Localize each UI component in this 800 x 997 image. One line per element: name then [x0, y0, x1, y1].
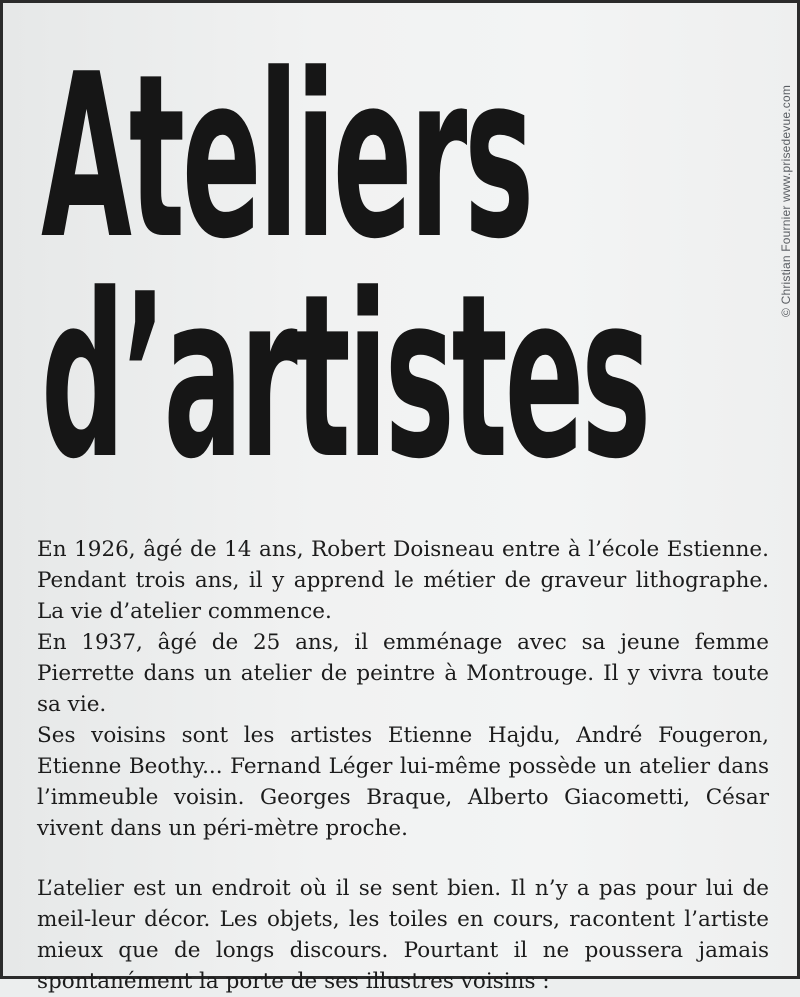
paragraph-atelier: L’atelier est un endroit où il se sent bien. Il n’y a pas pour lui de meil-leur décor. Les objets, les toiles en cours, racontent l’artiste mieux que de longs discours. Pourtant il ne poussera jamais spontanément la porte de ses illustres voisins :: [37, 876, 769, 994]
photo-credit-text: © Christian Fournier www.prisedevue.com: [779, 84, 793, 317]
photo-credit-watermark: [769, 17, 793, 317]
panel-title-line-1: Ateliers: [41, 26, 532, 289]
paragraph-intro: En 1926, âgé de 14 ans, Robert Doisneau entre à l’école Estienne. Pendant trois ans, il y apprend le métier de graveur lithographe. La vie d’atelier commence.: [37, 537, 769, 624]
paragraph-montrouge: En 1937, âgé de 25 ans, il emménage avec sa jeune femme Pierrette dans un atelier de peintre à Montrouge. Il y vivra toute sa vie.: [37, 630, 769, 717]
panel-body-text: [37, 534, 769, 997]
paragraph-neighbours: Ses voisins sont les artistes Etienne Hajdu, André Fougeron, Etienne Beothy... Fernand Léger lui-même possède un atelier dans l’immeuble voisin. Georges Braque, Alberto Giacometti, César vivent dans un péri-mètre proche.: [37, 723, 769, 841]
panel-title-line-2: d’artistes: [41, 246, 649, 509]
